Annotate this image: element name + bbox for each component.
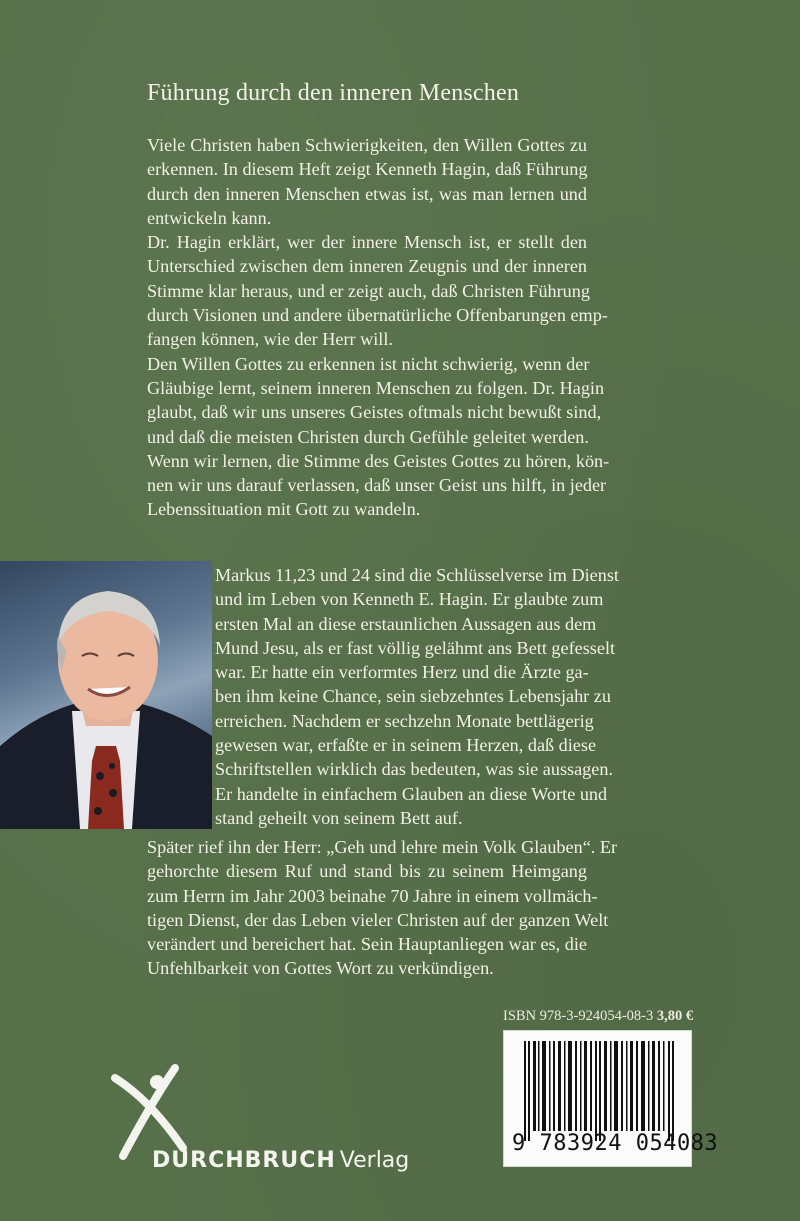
- text-line: nen wir uns darauf verlassen, daß unser Geist uns hilft, in jeder: [147, 475, 607, 496]
- text-line: Unterschied zwischen dem inneren Zeugnis und der inneren: [147, 256, 587, 277]
- text-line: Stimme klar heraus, und er zeigt auch, daß Christen Führung: [147, 280, 590, 301]
- text-line: erkennen. In diesem Heft zeigt Kenneth Hagin, daß Führung: [147, 159, 588, 180]
- text-line: gehorchte diesem Ruf und stand bis zu seinem Heimgang: [147, 861, 587, 882]
- text-line: stand geheilt von seinem Bett auf.: [215, 807, 463, 828]
- text-line: und daß die meisten Christen durch Gefühle geleitet werden.: [147, 426, 589, 447]
- publisher-name-light: Verlag: [339, 1148, 410, 1173]
- author-photo: [0, 561, 212, 829]
- text-line: durch Visionen und andere übernatürliche Offenbarungen emp-: [147, 305, 608, 326]
- text-line: glaubt, daß wir uns unseres Geistes oftmals nicht bewußt sind,: [147, 402, 602, 423]
- person-cross-logo-icon: [105, 1060, 205, 1160]
- isbn-label: [503, 1008, 693, 1025]
- isbn-number: ISBN 978-3-924054-08-3: [503, 1008, 654, 1024]
- text-line: zum Herrn im Jahr 2003 beinahe 70 Jahre in einem vollmäch-: [147, 885, 598, 906]
- text-line: Den Willen Gottes zu erkennen ist nicht schwierig, wenn der: [147, 353, 590, 374]
- text-line: Wenn wir lernen, die Stimme des Geistes Gottes zu hören, kön-: [147, 450, 610, 471]
- publisher-name-bold: DURCHBRUCH: [152, 1148, 336, 1173]
- barcode: [503, 1030, 719, 1167]
- text-line: Mund Jesu, als er fast völlig gelähmt ans Bett gefesselt: [215, 637, 616, 658]
- description-block: [147, 133, 610, 522]
- text-line: war. Er hatte ein verformtes Herz und die Ärzte ga-: [215, 662, 589, 683]
- text-line: erreichen. Nachdem er sechzehn Monate bettlägerig: [215, 710, 594, 731]
- text-line: durch den inneren Menschen etwas ist, was man lernen und: [147, 183, 587, 204]
- text-line: entwickeln kann.: [147, 207, 272, 228]
- text-line: Lebenssituation mit Gott zu wandeln.: [147, 499, 421, 520]
- text-line: Unfehlbarkeit von Gottes Wort zu verkündigen.: [147, 958, 494, 979]
- text-line: Schriftstellen wirklich das bedeuten, was sie aussagen.: [215, 759, 613, 780]
- price: 3,80 €: [656, 1008, 694, 1024]
- text-line: Viele Christen haben Schwierigkeiten, den Willen Gottes zu: [147, 135, 587, 155]
- text-line: und im Leben von Kenneth E. Hagin. Er glaubte zum: [215, 589, 604, 610]
- publisher-name: [152, 1148, 409, 1173]
- biography-block: [215, 563, 619, 830]
- cover-heading: Führung durch den inneren Menschen: [147, 80, 520, 106]
- text-line: ben ihm keine Chance, sein siebzehntes Lebensjahr zu: [215, 686, 611, 707]
- barcode-icon: [524, 1041, 674, 1141]
- text-line: fangen können, wie der Herr will.: [147, 329, 393, 350]
- text-line: gewesen war, erfaßte er in seinem Herzen, daß diese: [215, 735, 597, 756]
- text-line: tigen Dienst, der das Leben vieler Christen auf der ganzen Welt: [147, 909, 609, 930]
- text-line: Später rief ihn der Herr: „Geh und lehre mein Volk Glauben“. Er: [147, 837, 618, 857]
- text-line: Dr. Hagin erklärt, wer der innere Mensch ist, er stellt den: [147, 232, 587, 253]
- text-line: Markus 11,23 und 24 sind die Schlüsselverse im Dienst: [215, 565, 619, 585]
- text-line: ersten Mal an diese erstaunlichen Aussagen aus dem: [215, 613, 597, 634]
- text-line: verändert und bereichert hat. Sein Hauptanliegen war es, die: [147, 934, 587, 955]
- barcode-number: 9 783924 054083: [512, 1131, 719, 1156]
- portrait-icon: [0, 561, 212, 829]
- text-line: Gläubige lernt, seinem inneren Menschen zu folgen. Dr. Hagin: [147, 377, 605, 398]
- text-line: Er handelte in einfachem Glauben an diese Worte und: [215, 783, 608, 804]
- biography-continued-block: [147, 835, 618, 981]
